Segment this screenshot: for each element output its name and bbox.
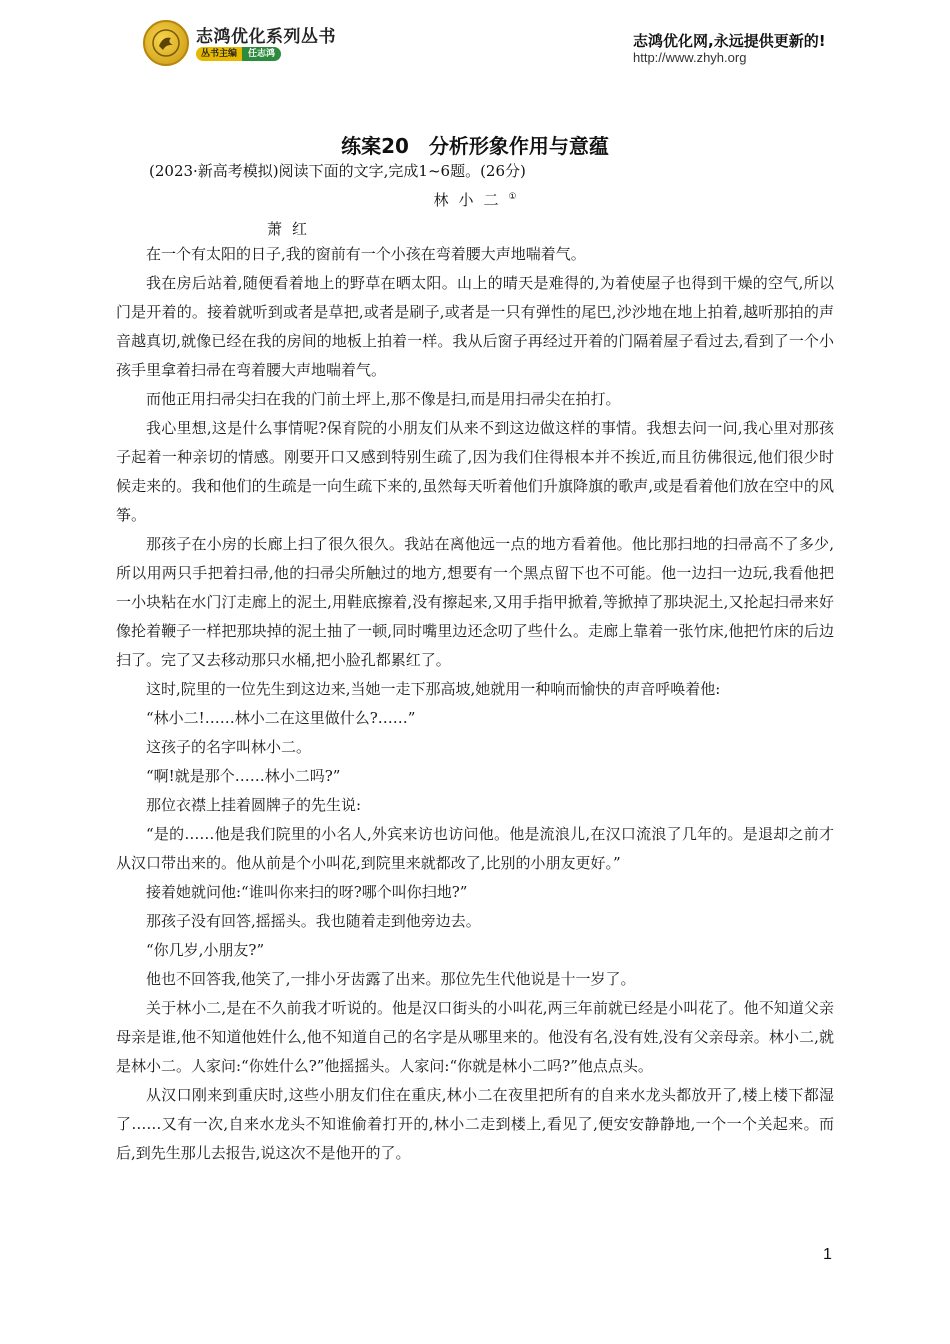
paragraph: 这孩子的名字叫林小二。 (146, 738, 312, 756)
paragraph: 从汉口刚来到重庆时,这些小朋友们住在重庆,林小二在夜里把所有的自来水龙头都放开了,楼上楼下都湿了……又有一次,自来水龙头不知谁偷着打开的,林小二走到楼上,看见了,便安安静静地,一个一个关起来。而后,到先生那儿去报告,说这次不是他开的了。 (116, 1086, 834, 1162)
page-number: 1 (823, 1246, 832, 1263)
paragraph: 在一个有太阳的日子,我的窗前有一个小孩在弯着腰大声地喘着气。 (146, 245, 586, 263)
page-header (0, 0, 950, 110)
paragraph: “啊!就是那个……林小二吗?” (146, 767, 341, 785)
paragraph: 那孩子在小房的长廊上扫了很久很久。我站在离他远一点的地方看着他。他比那扫地的扫帚高不了多少,所以用两只手把着扫帚,他的扫帚尖所触过的地方,想要有一个黑点留下也不可能。他一边扫一边玩,我看他把一小块粘在水门汀走廊上的泥土,用鞋底擦着,没有擦起来,又用手指甲掀着,等掀掉了那块泥土,又抡起扫帚来好像抡着鞭子一样把那块掉的泥土抽了一顿,同时嘴里边还念叨了些什么。走廊上靠着一张竹床,他把竹床的后边扫了。完了又去移动那只水桶,把小脸孔都累红了。 (116, 535, 834, 669)
paragraph: 我心里想,这是什么事情呢?保育院的小朋友们从来不到这边做这样的事情。我想去问一问,我心里对那孩子起着一种亲切的情感。刚要开口又感到特别生疏了,因为我们住得根本并不挨近,而且彷佛很远,他们很少时候走来的。我和他们的生疏是一向生疏下来的,虽然每天听着他们升旗降旗的歌声,或是看着他们放在空中的风筝。 (116, 419, 834, 524)
paragraph: 那位衣襟上挂着圆牌子的先生说: (146, 796, 362, 814)
paragraph: “是的……他是我们院里的小名人,外宾来访也访问他。他是流浪儿,在汉口流浪了几年的。是退却之前才从汉口带出来的。他从前是个小叫花,到院里来就都改了,比别的小朋友更好。” (116, 825, 834, 872)
medal-logo-icon (143, 20, 189, 66)
paragraph: 关于林小二,是在不久前我才听说的。他是汉口街头的小叫花,两三年前就已经是小叫花了。他不知道父亲母亲是谁,他不知道他姓什么,他不知道自己的名字是从哪里来的。他没有名,没有姓,没有父亲母亲。林小二,就是林小二。人家问:“你姓什么?”他摇摇头。人家问:“你就是林小二吗?”他点点头。 (116, 999, 834, 1075)
site-url-link[interactable]: http://www.zhyh.org (633, 50, 747, 65)
exercise-instruction: (2023·新高考模拟)阅读下面的文字,完成1~6题。(26分) (149, 162, 526, 180)
page-title: 练案20 分析形象作用与意蕴 (341, 134, 609, 158)
editor-label: 丛书主编 (196, 47, 242, 61)
paragraph: “你几岁,小朋友?” (146, 941, 265, 959)
paragraph: 这时,院里的一位先生到这边来,当她一走下那高坡,她就用一种响而愉快的声音呼唤着他: (146, 680, 721, 698)
editor-tag (196, 47, 281, 61)
story-title-text: 林小二 (433, 191, 509, 209)
site-slogan: 志鸿优化网,永远提供更新的! (633, 32, 826, 50)
editor-name: 任志鸿 (242, 47, 281, 61)
paragraph: 那孩子没有回答,摇摇头。我也随着走到他旁边去。 (146, 912, 481, 930)
paragraph: 接着她就问他:“谁叫你来扫的呀?哪个叫你扫地?” (146, 883, 468, 901)
paragraph: “林小二!……林小二在这里做什么?……” (146, 709, 416, 727)
paragraph: 我在房后站着,随便看着地上的野草在晒太阳。山上的晴天是难得的,为着使屋子也得到干燥的空气,所以门是开着的。接着就听到或者是草把,或者是刷子,或者是一只有弹性的尾巴,沙沙地在地上拍着,越听那拍的声音越真切,就像已经在我的房间的地板上拍着一样。我从后窗子再经过开着的门隔着屋子看过去,看到了一个小孩手里拿着扫帚在弯着腰大声地喘着气。 (116, 274, 834, 379)
story-title (0, 189, 950, 210)
paragraph: 而他正用扫帚尖扫在我的门前土坪上,那不像是扫,而是用扫帚尖在拍打。 (146, 390, 621, 408)
series-title: 志鸿优化系列丛书 (196, 27, 336, 47)
story-body (116, 240, 834, 1168)
footnote-mark[interactable]: ① (508, 192, 517, 202)
story-author: 萧红 (267, 220, 318, 238)
paragraph: 他也不回答我,他笑了,一排小牙齿露了出来。那位先生代他说是十一岁了。 (146, 970, 636, 988)
